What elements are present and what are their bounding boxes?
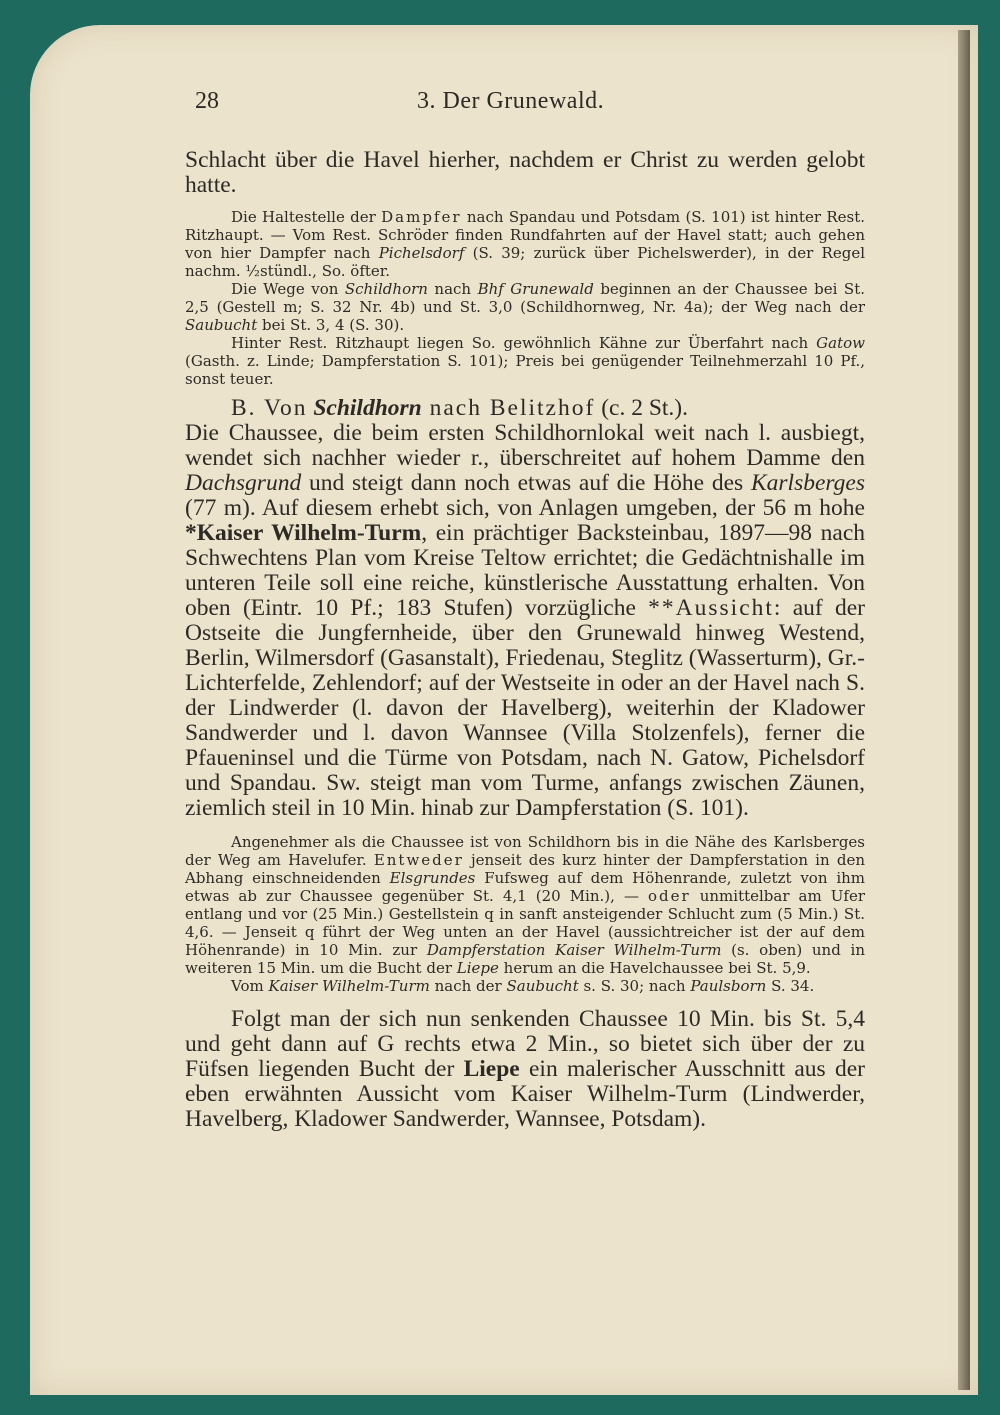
place-liepe: Liepe: [456, 959, 499, 977]
place-saubucht: Saubucht: [185, 316, 258, 334]
section-b-name: Schildhorn: [313, 395, 422, 421]
page-number: 28: [195, 88, 219, 114]
page-content: [185, 88, 865, 1132]
place-bhf-grunewald: Bhf Grunewald: [477, 280, 594, 298]
place-dachsgrund: Dachsgrund: [185, 470, 302, 496]
place-paulsborn: Paulsborn: [690, 977, 767, 995]
main-paragraph: Die Chaussee, die beim ersten Schildhornlokal weit nach l. ausbiegt, wendet sich nachher wieder r., überschreitet auf hohem Damme den Dachsgrund und steigt dann noch etwas auf die Höhe des Karlsberges (77 m). Auf diesem erhebt sich, von Anlagen umgeben, der 56 m hohe *Kaiser Wilhelm-Turm, ein prächtiger Backsteinbau, 1897—98 nach Schwechtens Plan vom Kreise Teltow errichtet; die Gedächtnishalle im unteren Teile soll eine reiche, künstlerische Ausstattung erhalten. Von oben (Eintr. 10 Pf.; 183 Stufen) vorzügliche **Aussicht: auf der Ostseite die Jungfernheide, über den Grunewald hinweg Westend, Berlin, Wilmersdorf (Gasanstalt), Friedenau, Steglitz (Wasserturm), Gr.-Lichterfelde, Zehlendorf; auf der Westseite in oder an der Havel nach S. der Lindwerder (l. davon der Havelberg), weiterhin der Kladower Sandwerder und l. davon Wannsee (Villa Stolzenfels), ferner die Pfaueninsel und die Türme von Potsdam, nach N. Gatow, Pichelsdorf und Spandau. Sw. steigt man vom Turme, anfangs zwischen Zäunen, ziemlich steil in 10 Min. hinab zur Dampferstation (S. 101).: [185, 420, 866, 821]
place-karlsberges: Karlsberges: [750, 470, 865, 496]
place-pichelsdorf: Pichelsdorf: [378, 244, 465, 262]
place-elsgrundes: Elsgrundes: [389, 869, 476, 887]
running-head: 3. Der Grunewald.: [417, 88, 605, 114]
final-paragraph: Folgt man der sich nun senkenden Chaussee 10 Min. bis St. 5,4 und geht dann auf G rechts etwa 2 Min., so bietet sich über der zu Füfsen liegenden Bucht der Liepe ein malerischer Ausschnitt aus der eben erwähnten Aussicht vom Kaiser Wilhelm-Turm (Lindwerder, Havelberg, Kladower Sandwerder, Wannsee, Potsdam).: [185, 1006, 865, 1132]
intro-paragraph: Schlacht über die Havel hierher, nachdem er Christ zu werden gelobt hatte.: [185, 147, 865, 198]
book-gutter: [958, 30, 970, 1390]
keyword-entweder: Entweder: [373, 851, 464, 869]
section-b-label: B. Von: [231, 395, 308, 421]
section-b-heading: [185, 396, 865, 421]
note-dampfer: Die Haltestelle der Dampfer nach Spandau und Potsdam (S. 101) ist hinter Rest. Ritzhaupt. — Vom Rest. Schröder finden Rundfahrten auf der Havel statt; auch gehen von hier Dampfer nach Pichelsdorf (S. 39; zurück über Pichelswerder), in der Regel nachm. ½stündl., So. öfter.: [185, 208, 865, 280]
note-vom: Vom Kaiser Wilhelm-Turm nach der Saubucht s. S. 30; nach Paulsborn S. 34.: [231, 977, 815, 995]
keyword-dampfer: Dampfer: [381, 208, 462, 226]
keyword-kaiser-wilhelm-turm: *Kaiser Wilhelm-Turm: [185, 520, 422, 546]
page-header: [185, 88, 865, 124]
place-kaiser-wilhelm-turm: Kaiser Wilhelm-Turm: [268, 977, 430, 995]
keyword-liepe: Liepe: [463, 1056, 520, 1082]
section-b-route: nach Belitzhof: [421, 395, 596, 421]
keyword-oder: oder: [648, 887, 691, 905]
note-ritzhaupt: Hinter Rest. Ritzhaupt liegen So. gewöhnlich Kähne zur Überfahrt nach Gatow (Gasth. z. Linde; Dampferstation S. 101); Preis bei genügender Teilnehmerzahl 10 Pf., sonst teuer.: [185, 334, 865, 388]
place-gatow: Gatow: [816, 334, 865, 352]
section-b-duration: (c. 2 St.).: [595, 395, 688, 421]
note-wege: Die Wege von Schildhorn nach Bhf Grunewald beginnen an der Chaussee bei St. 2,5 (Gestell m; S. 32 Nr. 4b) und St. 3,0 (Schildhornweg, Nr. 4a); der Weg nach der Saubucht bei St. 3, 4 (S. 30).: [185, 280, 865, 334]
place-saubucht-2: Saubucht: [506, 977, 579, 995]
place-schildhorn: Schildhorn: [344, 280, 428, 298]
place-dampferstation: Dampferstation Kaiser Wilhelm-Turm: [426, 941, 722, 959]
keyword-aussicht: **Aussicht: [648, 595, 774, 621]
note-angenehmer: Angenehmer als die Chaussee ist von Schildhorn bis in die Nähe des Karlsberges der Weg am Havelufer. Entweder jenseit des kurz hinter der Dampferstation in den Abhang einschneidenden Elsgrundes Fufsweg auf dem Höhenrande, zuletzt von ihm etwas ab zur Chaussee gegenüber St. 4,1 (20 Min.), — oder unmittelbar am Ufer entlang und vor (25 Min.) Gestellstein q in sanft ansteigender Schlucht zum (5 Min.) St. 4,6. — Jenseit q führt der Weg unten an der Havel (aussichtreicher ist der auf dem Höhenrande) in 10 Min. zur Dampferstation Kaiser Wilhelm-Turm (s. oben) und in weiteren 15 Min. um die Bucht der Liepe herum an die Havelchaussee bei St. 5,9.: [185, 833, 866, 977]
